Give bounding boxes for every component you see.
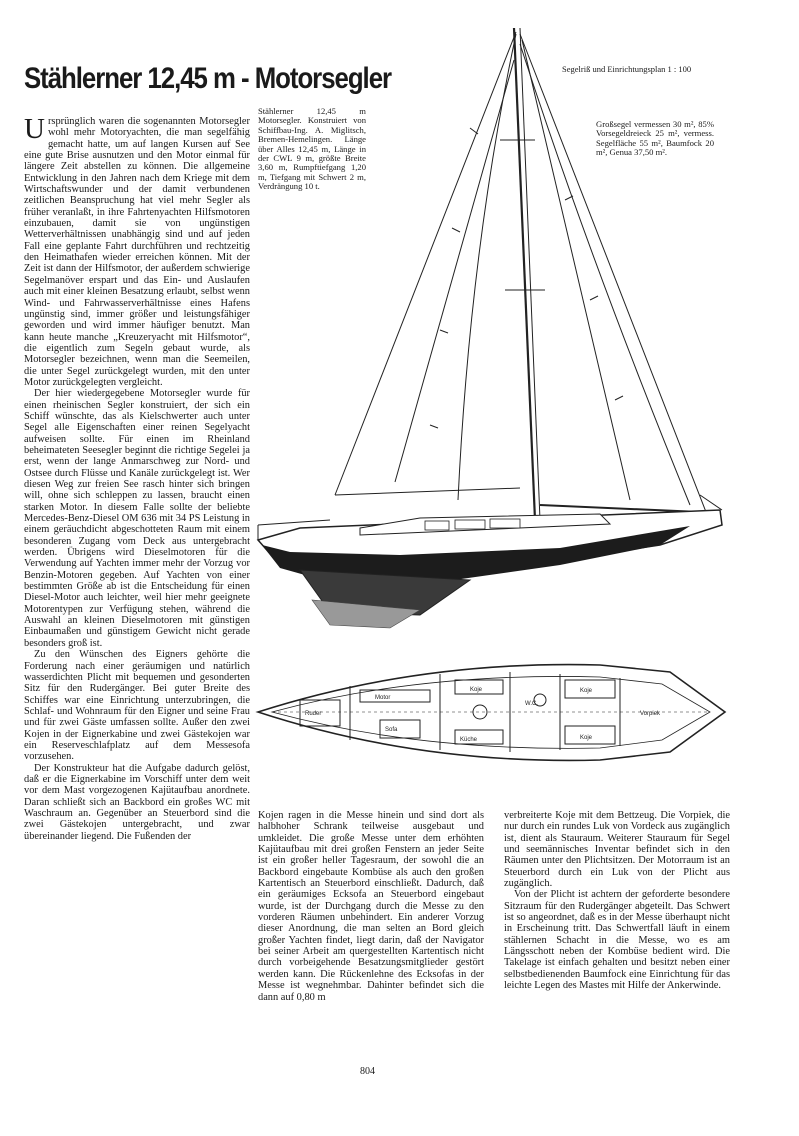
- plan-label-koje-3: Koje: [470, 687, 483, 693]
- hull-profile: [258, 495, 722, 628]
- paragraph-1: Ursprünglich waren die sogenannten Motorsegler wohl mehr Motoryachten, die man segelfähig gemacht hatte, um auf langen Kursen auf See eine gute Brise ausnutzen und den Motor einmal für längere Zeit abstellen zu können. Die allgemeine Entwicklung in den Jahren nach dem Kriege mit dem Wirtschaftswunder und der damit verbundenen zeitlichen Beanspruchung hat viel mehr Segler als früher veranlaßt, in ihre Fahrtenyachten Hilfsmotoren einzubauen, damit sie von ungünstigen Wetterverhältnissen unabhängig sind und auf jeden Fall eine geplante Fahrt durchführen und rechtzeitig den Heimathafen wieder erreichen können. Mit der Zeit ist dann der Hilfsmotor, der außerdem schwierige Segelmanöver erspart und das Ein- und Auslaufen auch mit einer kleinen Besatzung erlaubt, selbst wenn Wind- und Fahrwasserverhältnisse eines Hafens ungünstig sind, immer größer und leistungsfähiger geworden und wird immer häufiger benutzt. Man kann heute manche „Kreuzeryacht mit Hilfsmotor“, die eigentlich zum Segeln gebaut wurde, als Motorsegler bezeichnen, wenn man die Seemeilen, die unter Segel zurückgelegt wurden, mit den unter Motor zurückgelegten vergleicht.: [24, 113, 250, 388]
- column-3: [504, 810, 730, 992]
- jib-foot: [335, 488, 520, 495]
- page-number: 804: [360, 1066, 375, 1077]
- plan-label-motor: Motor: [375, 695, 391, 701]
- mast: [514, 28, 535, 520]
- plan-label-wc: W.C.: [525, 701, 538, 707]
- plan-label-koje-1: Koje: [580, 688, 593, 694]
- column-1: [24, 113, 250, 842]
- forestay: [335, 32, 516, 495]
- dropcap: U: [24, 113, 45, 145]
- paragraph-7: Von der Plicht ist achtern der geforderte besondere Sitzraum für den Rudergänger abgeteilt. Das Schwert ist so angeordnet, daß es in der Messe überhaupt nicht in Erscheinung tritt. Das Schwertfall läuft in einem stählernen Schacht in die Messe, wo es am Längsschott neben der Kombüse bedient wird. Die Takelage ist einfach gehalten und besitzt neben einer selbstbedienenden Baumfock eine Einrichtung für das leichte Legen des Mastes mit Hilfe der Ankerwinde.: [504, 889, 730, 992]
- article-title: Stählerner 12,45 m - Motorsegler: [24, 62, 392, 95]
- boom: [540, 505, 700, 512]
- paragraph-2: Der hier wiedergegebene Motorsegler wurde für einen rheinischen Segler konstruiert, der sich ein Schiff wünschte, das als Kielschwerter auch unter Segel alle Eigenschaften einer reinen Segelyacht aufweisen sollte. Für einen im Rheinland beheimateten Seesegler beginnt die richtige Segelei ja erst, wenn der lange Anmarschweg zur Nord- und Ostsee durch Flüsse und Kanäle zurückgelegt ist. Wer diesen Weg zur freien See rasch hinter sich bringen will, ohne sich schleppen zu lassen, braucht einen starken Motor. In diesem Falle sollte der beliebte Mercedes-Benz-Diesel OM 636 mit 34 PS Leistung in einem geräuchdicht abgeschotteten Raum mit einem besonderen Zugang vom Deck aus untergebracht werden. Übrigens wird Dieselmotoren für die Verwendung auf Yachten immer mehr der Vorzug vor Benzin-Motoren gegeben. Auf Yachten von einer bestimmten Größe ab ist die Entscheidung für einen Diesel-Motor auch leichter, weil hier mehr geeignete Motorentypen zur Verfügung stehen, während die Auswahl an kleinen Dieselmotoren mit günstigen Einbaumaßen und günstigem Gewicht nicht gerade besonders groß ist.: [24, 388, 250, 649]
- backstay: [520, 34, 706, 512]
- column-2: [258, 810, 484, 1003]
- drawing-caption: Segelriß und Einrichtungsplan 1 : 100: [562, 64, 692, 74]
- plan-label-ruder: Ruder: [305, 711, 322, 717]
- plan-label-koje-2: Koje: [580, 735, 593, 741]
- paragraph-5: Kojen ragen in die Messe hinein und sind dort als halbhoher Schrank teilweise ausgebaut und umkleidet. Die große Messe unter dem erhöhten Kajütaufbau mit drei großen Fenstern an jeder Seite ist ein großer heller Tagesraum, der sowohl die an Backbord eingebaute Kombüse als auch den großen Kartentisch an Steuerbord einschließt. Dadurch, daß ein geräumiges Ecksofa an Steuerbord eingebaut wurde, ist der Durchgang durch die Messe zu den vorderen Räumen unbehindert. Ein anderer Vorzug dieser Anordnung, die man selten an Bord gleich großer Yachten findet, liegt darin, daß der Navigator bei seiner Arbeit am quergestellten Kartentisch nicht durch vorbeigehende Besatzungsmitglieder gestört werden kann. Die Rückenlehne des Ecksofas in der Messe ist wegnehmbar. Dahinter befindet sich die dann auf 0,80 m: [258, 810, 484, 1003]
- paragraph-6: verbreiterte Koje mit dem Bettzeug. Die Vorpiek, die nur durch ein rundes Luk von Vordeck aus zugänglich ist, dient als Stauraum. Weiterer Stauraum für Segel und seemännisches Inventar befindet sich in den Räumen unter den Plichtsitzen. Der Motorraum ist an Steuerbord durch ein Luk von der Plicht aus zugänglich.: [504, 810, 730, 890]
- plan-label-kueche: Küche: [460, 737, 478, 743]
- plan-label-sofa: Sofa: [385, 727, 398, 733]
- plan-label-vorpiek: Vorpiek: [640, 711, 661, 717]
- paragraph-3: Zu den Wünschen des Eigners gehörte die Forderung nach einer geräumigen und natürlich wasserdichten Plicht mit bequemen und gesonderten Sitz für den Rudergänger. Bei guter Breite des Schiffes war eine Einrichtung unterzubringen, die Schlaf- und Wohnraum für den Eigner und seine Frau und für zwei Gäste umfassen sollte. Außer den zwei Kojen in der Eignerkabine und zwei Gästekojen war ein Reserveschlafplatz auf dem Messesofa vorzusehen.: [24, 649, 250, 763]
- spec-text-right: Großsegel vermessen 30 m², 85% Vorsegeldreieck 25 m², vermess. Segelfläche 55 m², Baumfock 20 m², Genua 37,50 m².: [596, 119, 714, 158]
- inner-forestay: [395, 60, 514, 482]
- paragraph-4: Der Konstrukteur hat die Aufgabe dadurch gelöst, daß er die Eignerkabine im Vorschiff unter dem weit vor dem Mast vorgezogenen Kajütaufbau anordnete. Daran schließt sich an Backbord ein großes WC mit Waschraum an. Gegenüber an Steuerbord sind die zwei Gästekojen untergebracht, und zwar übereinander liegend. Die Fußenden der: [24, 762, 250, 842]
- spec-text-left: Stählerner 12,45 m Motorsegler. Konstruiert von Schiffbau-Ing. A. Miglitsch, Bremen-Hemelingen. Länge über Alles 12,45 m, Länge in der CWL 9 m, größte Breite 3,60 m, Rumpftiefgang 1,20 m, Tiefgang mit Schwert 2 m, Verdrängung 10 t.: [258, 106, 366, 192]
